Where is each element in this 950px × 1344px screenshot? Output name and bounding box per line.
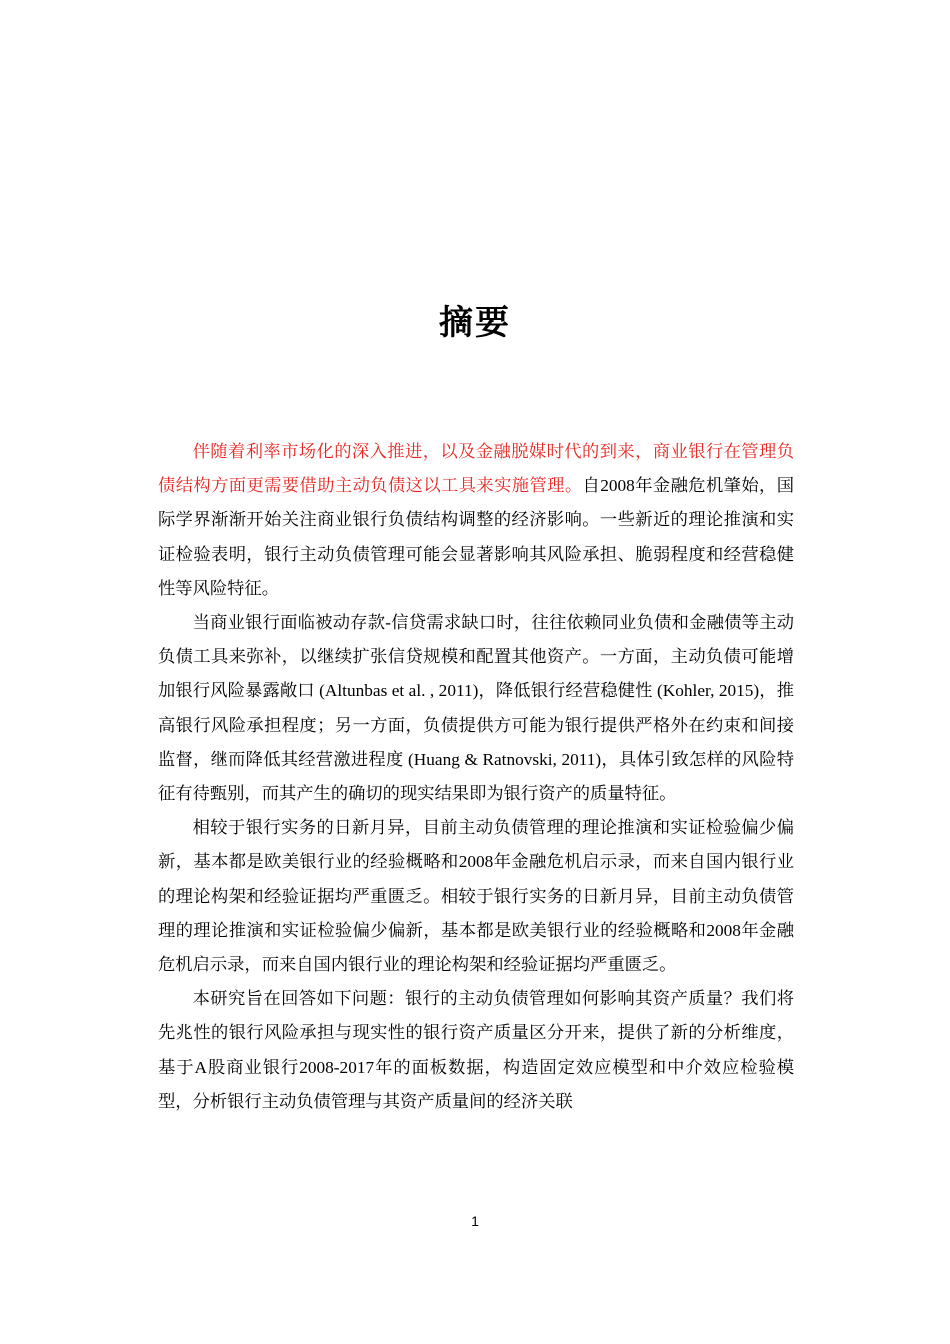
paragraph-text: 当商业银行面临被动存款-信贷需求缺口时，往往依赖同业负债和金融债等主动负债工具来弥补，以继续扩张信贷规模和配置其他资产。一方面，主动负债可能增加银行风险暴露敞口 (Altunbas et al. , 2011)，降低银行经营稳健性 (Kohler, 2015)，推高银行风险承担程度；另一方面，负债提供方可能为银行提供严格外在约束和间接监督，继而降低其经营激进程度 (Huang & Ratnovski, 2011)，具体引致怎样的风险特征有待甄别，而其产生的确切的现实结果即为银行资产的质量特征。	[158, 613, 794, 804]
paragraph-4	[158, 982, 794, 1119]
highlighted-sentence: 伴随着利率市场化的深入推进，以及金融脱媒时代的到来，商业银行在管理负债结构方面更需要借助主动负债这以工具来实施管理。	[158, 442, 794, 496]
paragraph-1	[158, 435, 794, 606]
abstract-body	[158, 435, 794, 1119]
paragraph-text: 自2008年金融危机肇始，国际学界渐渐开始关注商业银行负债结构调整的经济影响。一些新近的理论推演和实证检验表明，银行主动负债管理可能会显著影响其风险承担、脆弱程度和经营稳健性等风险特征。	[158, 476, 794, 598]
page-title: 摘要	[439, 303, 511, 343]
paragraph-text: 相较于银行实务的日新月异，目前主动负债管理的理论推演和实证检验偏少偏新，基本都是欧美银行业的经验概略和2008年金融危机启示录，而来自国内银行业的理论构架和经验证据均严重匮乏。相较于银行实务的日新月异，目前主动负债管理的理论推演和实证检验偏少偏新，基本都是欧美银行业的经验概略和2008年金融危机启示录，而来自国内银行业的理论构架和经验证据均严重匮乏。	[158, 818, 794, 975]
page-number: 1	[471, 1213, 479, 1229]
paragraph-text: 本研究旨在回答如下问题：银行的主动负债管理如何影响其资产质量？我们将先兆性的银行风险承担与现实性的银行资产质量区分开来，提供了新的分析维度，基于A股商业银行2008-2017年的面板数据，构造固定效应模型和中介效应检验模型，分析银行主动负债管理与其资产质量间的经济关联	[158, 989, 794, 1111]
paragraph-3	[158, 811, 794, 982]
paragraph-2	[158, 606, 794, 811]
